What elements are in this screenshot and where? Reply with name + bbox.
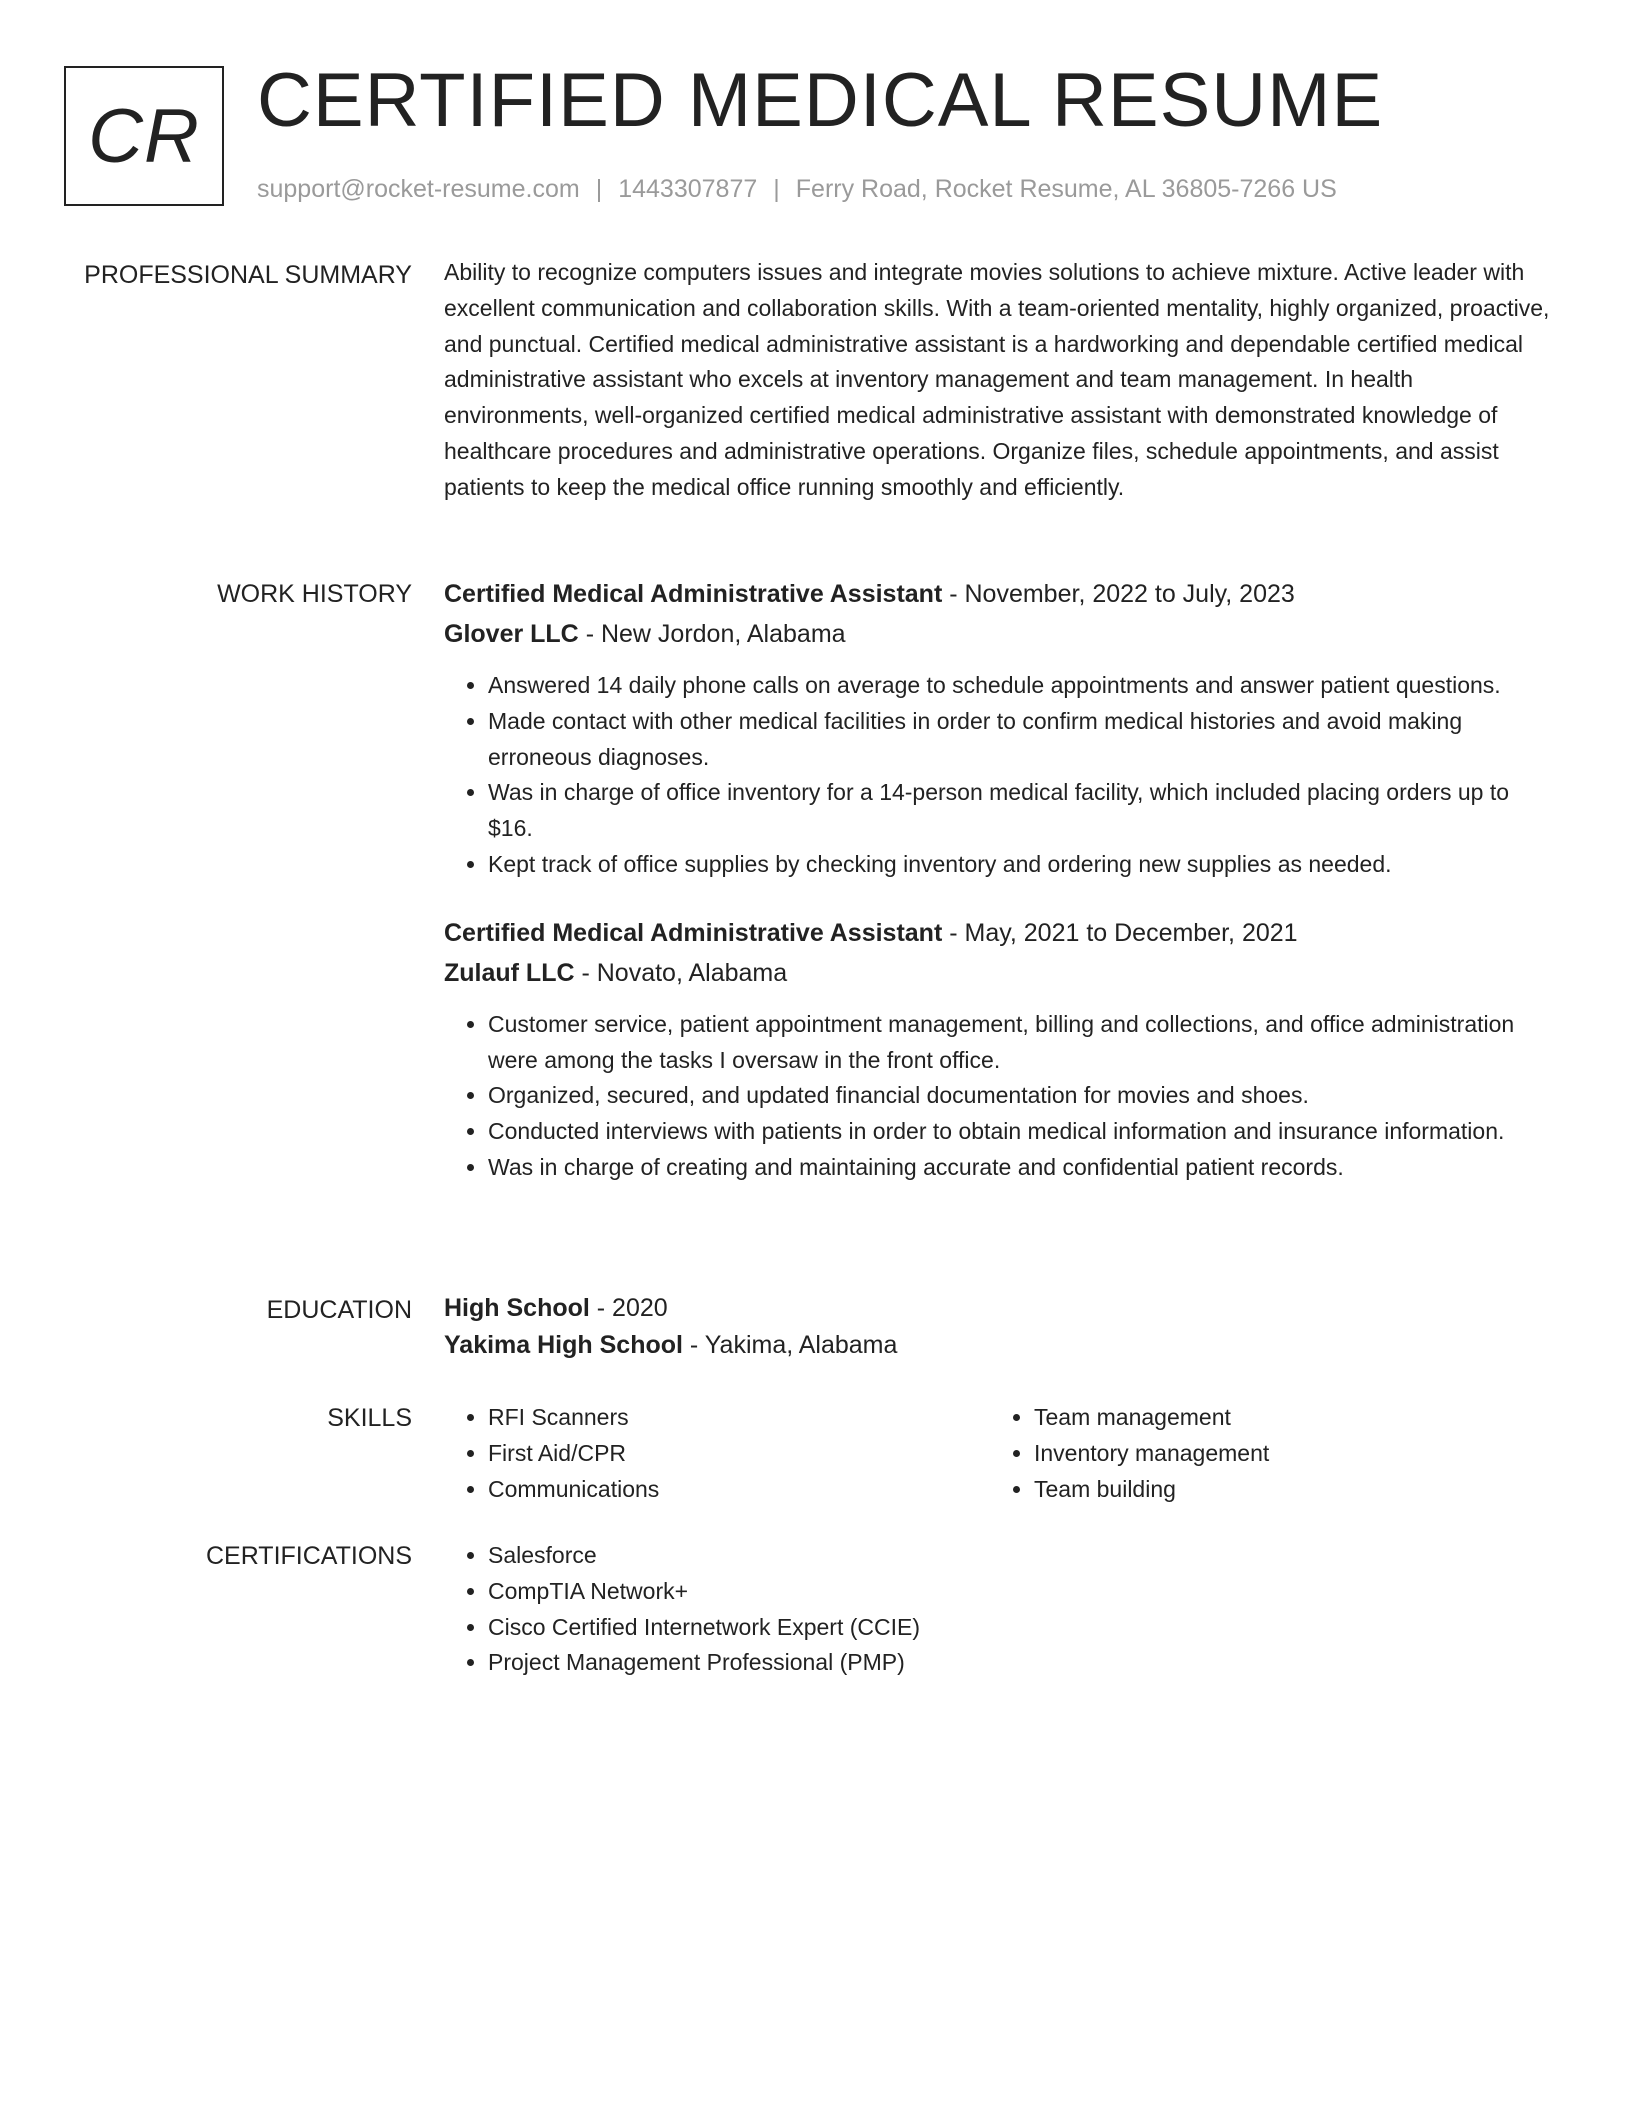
list-item: • Answered 14 daily phone calls on average to schedule appointments and answer patient questions.	[488, 668, 1556, 704]
contact-address: Ferry Road, Rocket Resume, AL 36805-7266 US	[795, 175, 1337, 203]
list-item: • Inventory management	[1034, 1436, 1536, 1472]
list-item: • Made contact with other medical facilities in order to confirm medical histories and avoid making erroneous diagnoses.	[488, 704, 1556, 776]
job-dates: - November, 2022 to July, 2023	[942, 580, 1295, 608]
list-item: • CompTIA Network+	[488, 1574, 1556, 1610]
education-degree-line	[444, 1290, 1556, 1327]
monogram-initials: CR	[88, 93, 200, 179]
job-role: Certified Medical Administrative Assistant	[444, 918, 943, 947]
contact-email: support@rocket-resume.com	[257, 175, 580, 203]
contact-separator: |	[773, 175, 780, 203]
skills-column-right	[990, 1400, 1536, 1507]
section-title-summary: PROFESSIONAL SUMMARY	[84, 261, 412, 289]
job-bullets	[444, 1007, 1556, 1186]
job-company-line	[444, 953, 1556, 993]
list-item: • Conducted interviews with patients in order to obtain medical information and insurance information.	[488, 1114, 1556, 1150]
monogram-badge	[64, 66, 224, 206]
list-item: • Team building	[1034, 1472, 1536, 1508]
list-item: • Communications	[488, 1472, 990, 1508]
education-school: Yakima High School	[444, 1331, 683, 1359]
job-bullets	[444, 668, 1556, 883]
certifications-body	[444, 1538, 1556, 1681]
job-title-line	[444, 574, 1556, 614]
resume-title: CERTIFIED MEDICAL RESUME	[257, 58, 1384, 143]
list-item: • Cisco Certified Internetwork Expert (CCIE)	[488, 1610, 1556, 1646]
job-location: - Novato, Alabama	[574, 958, 788, 987]
job-entry	[444, 574, 1556, 883]
contact-separator: |	[595, 175, 603, 203]
list-item: • Customer service, patient appointment management, billing and collections, and office administration were among the tasks I oversaw in the front office.	[488, 1007, 1556, 1079]
job-company: Glover LLC	[444, 620, 579, 648]
summary-text: Ability to recognize computers issues and integrate movies solutions to achieve mixture. Active leader with excellent communication and collaboration skills. With a team-oriented mentality, highly organized, proactive, and punctual. Certified medical administrative assistant is a hardworking and dependable certified medical administrative assistant who excels at inventory management and team management. In health environments, well-organized certified medical administrative assistant with demonstrated knowledge of healthcare procedures and administrative operations. Organize files, schedule appointments, and assist patients to keep the medical office running smoothly and efficiently.	[444, 259, 1550, 500]
contact-line	[257, 172, 1337, 206]
job-company: Zulauf LLC	[444, 958, 575, 987]
section-title-certifications: CERTIFICATIONS	[205, 1542, 412, 1570]
list-item: • Salesforce	[488, 1538, 1556, 1574]
list-item: • Was in charge of office inventory for a 14-person medical facility, which included placing orders up to $16.	[488, 775, 1556, 847]
job-entry	[444, 913, 1556, 1186]
list-item: • RFI Scanners	[488, 1400, 990, 1436]
skills-body	[444, 1400, 1556, 1507]
skills-column-left	[444, 1400, 990, 1507]
education-year: - 2020	[589, 1294, 668, 1322]
education-degree: High School	[444, 1294, 590, 1322]
job-location: - New Jordon, Alabama	[578, 620, 846, 648]
section-title-work-history: WORK HISTORY	[217, 580, 412, 608]
job-role: Certified Medical Administrative Assistant	[444, 580, 943, 608]
list-item: • First Aid/CPR	[488, 1436, 990, 1472]
list-item: • Kept track of office supplies by checking inventory and ordering new supplies as needed.	[488, 847, 1556, 883]
list-item: • Organized, secured, and updated financial documentation for movies and shoes.	[488, 1078, 1556, 1114]
list-item: • Was in charge of creating and maintaining accurate and confidential patient records.	[488, 1150, 1556, 1186]
education-location: - Yakima, Alabama	[682, 1331, 898, 1359]
summary-body	[444, 255, 1556, 506]
section-title-education: EDUCATION	[266, 1296, 412, 1324]
list-item: • Project Management Professional (PMP)	[488, 1645, 1556, 1681]
list-item: • Team management	[1034, 1400, 1536, 1436]
section-title-skills: SKILLS	[327, 1404, 412, 1432]
contact-phone: 1443307877	[618, 175, 758, 203]
job-company-line	[444, 614, 1556, 654]
education-body	[444, 1290, 1556, 1364]
certifications-list	[444, 1538, 1556, 1681]
education-school-line	[444, 1327, 1556, 1364]
skills-grid	[444, 1400, 1556, 1507]
job-title-line	[444, 913, 1556, 953]
work-history-body	[444, 574, 1556, 1186]
job-dates: - May, 2021 to December, 2021	[942, 918, 1298, 947]
